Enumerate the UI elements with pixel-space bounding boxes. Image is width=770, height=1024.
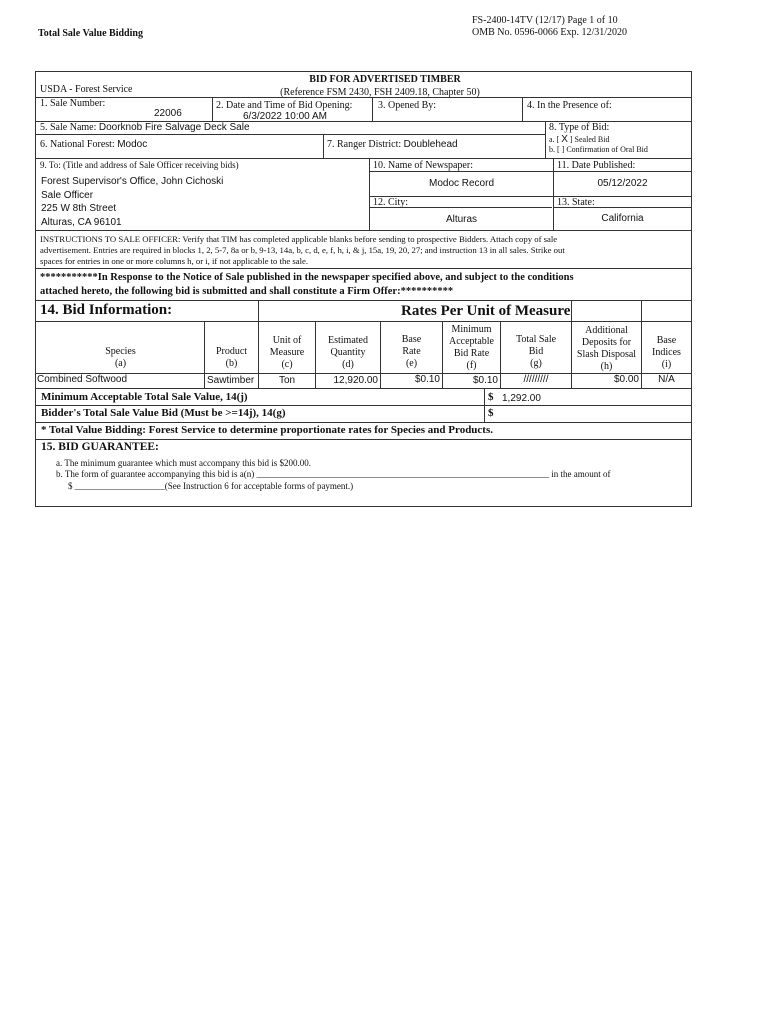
national-forest-value[interactable]: Modoc [117,139,148,150]
omb-number: OMB No. 0596-0066 Exp. 12/31/2020 [472,27,627,38]
sale-number-label: 1. Sale Number: [40,98,106,109]
state-label: 13. State: [557,197,595,208]
rates-title: Rates Per Unit of Measure [401,303,571,319]
national-forest-label: 6. National Forest: Modoc [40,139,148,150]
row-product[interactable]: Sawtimber [207,375,255,386]
oral-bid-option[interactable]: b. [ ] Confirmation of Oral Bid [549,145,648,154]
date-published-value[interactable]: 05/12/2022 [597,178,648,189]
row-base-rate[interactable]: $0.10 [414,374,440,385]
row-species[interactable]: Combined Softwood [37,374,128,385]
sale-name-label: 5. Sale Name: Doorknob Fire Salvage Deck Sale [40,122,250,133]
bid-opening-label: 2. Date and Time of Bid Opening: [216,100,353,111]
min-total-dollar: $ [488,391,494,403]
col-indices-header: Base Indices (i) [652,335,681,370]
col-min-rate-header: Minimum Acceptable Bid Rate (f) [449,324,494,371]
bid-opening-value[interactable]: 6/3/2022 10:00 AM [243,111,327,122]
form-reference: (Reference FSM 2430, FSH 2409.18, Chapter 50) [280,87,480,98]
newspaper-value[interactable]: Modoc Record [428,178,495,189]
opened-by-label: 3. Opened By: [378,100,437,111]
sale-officer-label: 9. To: (Title and address of Sale Officer receiving bids) [40,160,239,170]
form-type-label: Total Sale Value Bidding [38,28,143,39]
form-title: BID FOR ADVERTISED TIMBER [309,74,461,85]
newspaper-label: 10. Name of Newspaper: [373,160,473,171]
row-total-bid[interactable]: ///////// [523,374,549,385]
ranger-district-label: 7. Ranger District: Doublehead [327,139,458,150]
sale-number-value[interactable]: 22006 [154,108,182,119]
date-published-label: 11. Date Published: [557,160,636,171]
row-quantity[interactable]: 12,920.00 [333,375,378,386]
min-total-label: Minimum Acceptable Total Sale Value, 14(j) [41,391,248,403]
row-unit[interactable]: Ton [278,375,296,386]
row-min-rate[interactable]: $0.10 [472,375,498,386]
form-number: FS-2400-14TV (12/17) Page 1 of 10 [472,15,618,26]
col-product-header: Product (b) [215,346,248,369]
row-slash[interactable]: $0.00 [613,374,639,385]
sealed-bid-check[interactable]: X [561,134,568,145]
state-value[interactable]: California [601,213,644,224]
sale-officer-address[interactable]: Forest Supervisor's Office, John Cichoski Sale Officer 225 W 8th Street Alturas, CA 96101 [41,176,224,228]
sale-name-value[interactable]: Doorknob Fire Salvage Deck Sale [98,122,250,133]
presence-label: 4. In the Presence of: [527,100,612,111]
guarantee-title: 15. BID GUARANTEE: [41,441,159,453]
col-quantity-header: Estimated Quantity (d) [328,335,368,370]
bidder-total-label: Bidder's Total Sale Value Bid (Must be >=14j), 14(g) [41,407,286,419]
city-value[interactable]: Alturas [445,214,478,225]
total-value-note: * Total Value Bidding: Forest Service to determine proportionate rates for Species and Products. [41,424,494,436]
city-label: 12. City: [373,197,409,208]
bid-info-title: 14. Bid Information: [40,302,173,318]
firm-offer-statement: ***********In Response to the Notice of Sale published in the newspaper specified above, and subject to the conditions attached hereto, the following bid is submitted and shall constitute a Firm Offer:********** [40,272,574,297]
col-unit-header: Unit of Measure (c) [269,335,305,370]
instructions-text: INSTRUCTIONS TO SALE OFFICER: Verify that TIM has completed applicable blanks before sending to prospective Bidders. Attach copy of sale advertisement. Entries are required in blocks 1, 2, 5-7, 8a or b, 9-13, 14a, b, c, d, e, f, h, i, & j, 15a, 19, 20, 27; and instruction 13 in all sales. Strike out spaces for entries in one or more columns h, or i, if not applicable to the sale. [40,234,565,266]
guarantee-amount-field[interactable]: $ ____________________(See Instruction 6 for acceptable forms of payment.) [68,481,354,491]
sealed-bid-option[interactable]: a. [ X ] Sealed Bid [549,134,610,145]
col-slash-header: Additional Deposits for Slash Disposal (h) [576,325,637,372]
guarantee-minimum: a. The minimum guarantee which must accompany this bid is $200.00. [56,458,312,468]
min-total-value[interactable]: 1,292.00 [502,393,541,404]
bid-type-label: 8. Type of Bid: [549,122,610,133]
agency-label: USDA - Forest Service [40,84,133,95]
col-base-rate-header: Base Rate (e) [401,334,422,369]
col-total-bid-header: Total Sale Bid (g) [515,334,557,369]
bidder-total-dollar[interactable]: $ [488,407,494,419]
ranger-district-value[interactable]: Doublehead [403,139,458,150]
col-species-header: Species (a) [105,346,136,369]
guarantee-form-field[interactable]: b. The form of guarantee accompanying this bid is a(n) _________________________________________________________________ in the amount of [56,469,611,479]
row-indices[interactable]: N/A [658,374,675,385]
